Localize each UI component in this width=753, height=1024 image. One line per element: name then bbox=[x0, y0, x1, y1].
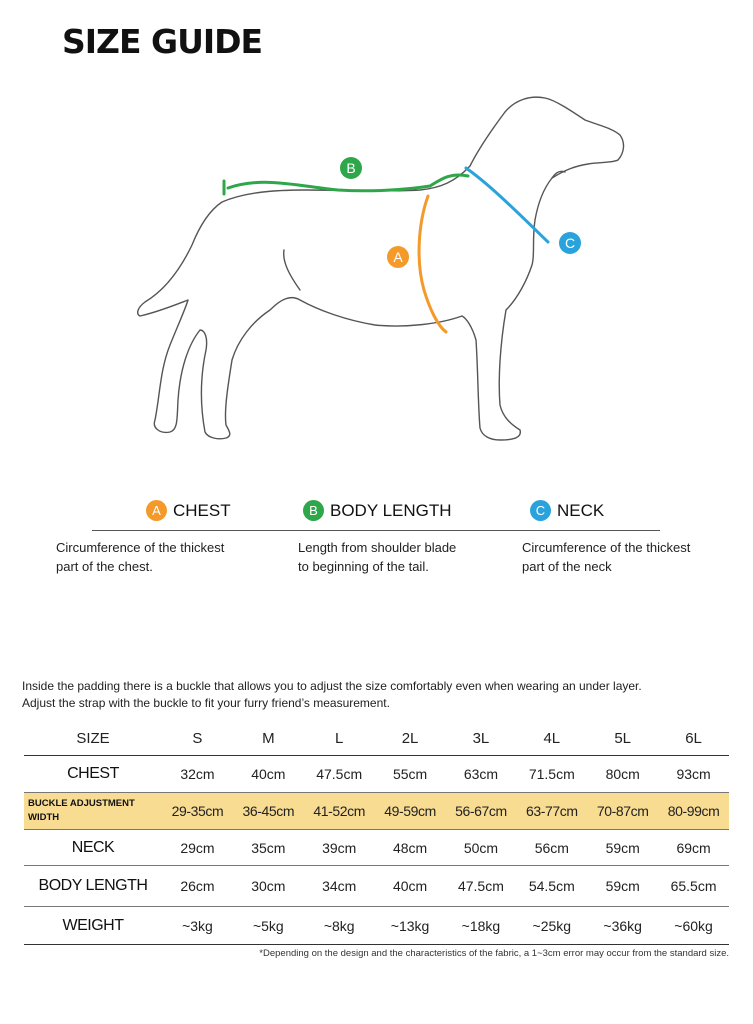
chest-description: Circumference of the thickest part of the chest. bbox=[56, 540, 225, 574]
table-cell: 34cm bbox=[304, 866, 375, 907]
table-cell: 29cm bbox=[162, 830, 233, 866]
neck-letter-icon: C bbox=[530, 500, 551, 521]
marker-b bbox=[340, 157, 362, 179]
table-cell: 49-59cm bbox=[375, 793, 446, 830]
table-cell: 39cm bbox=[304, 830, 375, 866]
size-header-cell: 5L bbox=[587, 721, 658, 756]
row-label-body-length: BODY LENGTH bbox=[24, 866, 162, 907]
table-row-chest bbox=[24, 756, 729, 793]
size-header-cell: L bbox=[304, 721, 375, 756]
table-cell: 80-99cm bbox=[658, 793, 729, 830]
table-cell: 26cm bbox=[162, 866, 233, 907]
table-cell: 65.5cm bbox=[658, 866, 729, 907]
table-cell: ~13kg bbox=[375, 907, 446, 945]
table-cell: ~60kg bbox=[658, 907, 729, 945]
size-header-cell: 6L bbox=[658, 721, 729, 756]
row-label-buckle-line1: BUCKLE ADJUSTMENT bbox=[28, 798, 135, 809]
size-table bbox=[24, 721, 729, 945]
size-header-cell: S bbox=[162, 721, 233, 756]
legend-label-chest: CHEST bbox=[173, 500, 231, 520]
table-cell: 40cm bbox=[375, 866, 446, 907]
table-cell: 54.5cm bbox=[516, 866, 587, 907]
table-cell: 71.5cm bbox=[516, 756, 587, 793]
chest-measure-curve bbox=[419, 196, 446, 332]
svg-text:C: C bbox=[564, 235, 576, 251]
row-label-buckle-line2: WIDTH bbox=[28, 812, 60, 823]
size-header-cell: 4L bbox=[516, 721, 587, 756]
legend-label-body-length: BODY LENGTH bbox=[330, 500, 452, 520]
table-cell: 32cm bbox=[162, 756, 233, 793]
table-cell: 47.5cm bbox=[304, 756, 375, 793]
table-row-weight bbox=[24, 907, 729, 945]
table-cell: 59cm bbox=[587, 866, 658, 907]
row-label-chest: CHEST bbox=[24, 756, 162, 793]
size-header-cell: 3L bbox=[446, 721, 517, 756]
table-cell: 50cm bbox=[446, 830, 517, 866]
table-cell: 55cm bbox=[375, 756, 446, 793]
table-cell: ~8kg bbox=[304, 907, 375, 945]
buckle-intro-text bbox=[22, 678, 642, 712]
table-cell: 47.5cm bbox=[446, 866, 517, 907]
body-length-letter-icon: B bbox=[303, 500, 324, 521]
footnote: *Depending on the design and the characteristics of the fabric, a 1~3cm error may occur from the standard size. bbox=[259, 948, 729, 959]
table-cell: ~5kg bbox=[233, 907, 304, 945]
legend-item-neck bbox=[530, 500, 604, 521]
neck-description: Circumference of the thickest part of the neck bbox=[522, 540, 691, 574]
table-cell: 59cm bbox=[587, 830, 658, 866]
table-cell: 29-35cm bbox=[162, 793, 233, 830]
table-row-body-length bbox=[24, 866, 729, 907]
measurement-legend bbox=[0, 500, 753, 526]
table-cell: 70-87cm bbox=[587, 793, 658, 830]
table-cell: 36-45cm bbox=[233, 793, 304, 830]
row-label-weight: WEIGHT bbox=[24, 907, 162, 945]
intro-line-2: Adjust the strap with the buckle to fit your furry friend’s measurement. bbox=[22, 696, 390, 710]
table-cell: 48cm bbox=[375, 830, 446, 866]
size-header-cell: 2L bbox=[375, 721, 446, 756]
table-cell: 30cm bbox=[233, 866, 304, 907]
table-cell: ~25kg bbox=[516, 907, 587, 945]
table-cell: ~36kg bbox=[587, 907, 658, 945]
table-cell: 63-77cm bbox=[516, 793, 587, 830]
table-cell: 35cm bbox=[233, 830, 304, 866]
dog-measurement-diagram bbox=[120, 85, 630, 455]
table-cell: 93cm bbox=[658, 756, 729, 793]
table-cell: ~3kg bbox=[162, 907, 233, 945]
table-cell: 56-67cm bbox=[446, 793, 517, 830]
body-length-description: Length from shoulder blade to beginning of the tail. bbox=[298, 540, 457, 574]
table-row-buckle-adjustment bbox=[24, 793, 729, 830]
page-title: SIZE GUIDE bbox=[62, 22, 263, 61]
row-label-buckle-adjustment bbox=[24, 793, 162, 830]
neck-measure-curve bbox=[466, 168, 548, 242]
marker-c bbox=[559, 232, 581, 254]
table-row-neck bbox=[24, 830, 729, 866]
table-cell: 69cm bbox=[658, 830, 729, 866]
svg-text:A: A bbox=[393, 249, 403, 265]
size-header-cell: M bbox=[233, 721, 304, 756]
intro-line-1: Inside the padding there is a buckle that allows you to adjust the size comfortably even when wearing an under layer. bbox=[22, 679, 642, 693]
size-header-row bbox=[24, 721, 729, 756]
table-cell: 41-52cm bbox=[304, 793, 375, 830]
marker-a bbox=[387, 246, 409, 268]
table-cell: 56cm bbox=[516, 830, 587, 866]
table-cell: ~18kg bbox=[446, 907, 517, 945]
chest-letter-icon: A bbox=[146, 500, 167, 521]
dog-outline bbox=[138, 97, 624, 440]
legend-item-body-length bbox=[303, 500, 452, 521]
svg-text:B: B bbox=[346, 160, 356, 176]
table-cell: 80cm bbox=[587, 756, 658, 793]
legend-label-neck: NECK bbox=[557, 500, 605, 520]
table-cell: 40cm bbox=[233, 756, 304, 793]
legend-divider bbox=[92, 530, 660, 531]
legend-item-chest bbox=[146, 500, 231, 521]
table-cell: 63cm bbox=[446, 756, 517, 793]
size-header-label: SIZE bbox=[24, 721, 162, 756]
row-label-neck: NECK bbox=[24, 830, 162, 866]
